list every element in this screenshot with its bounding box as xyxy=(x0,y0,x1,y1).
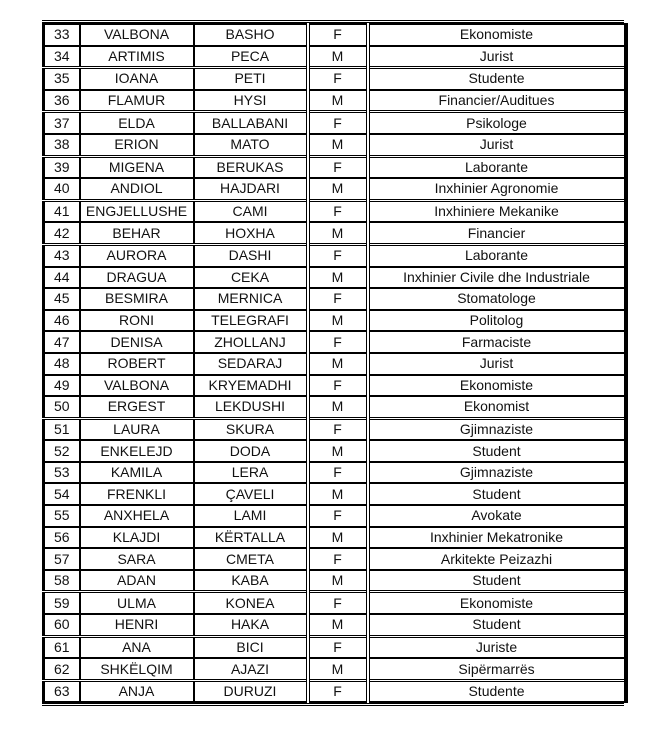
gender-cell: F xyxy=(308,156,368,178)
last-name-cell: HAKA xyxy=(194,614,308,636)
profession-cell: Inxhinier Agronomie xyxy=(368,178,626,200)
first-name-cell: FRENKLI xyxy=(80,483,194,505)
row-number: 44 xyxy=(44,267,80,289)
profession-cell: Studente xyxy=(368,68,626,90)
profession-cell: Ekonomiste xyxy=(368,592,626,614)
profession-cell: Psikologe xyxy=(368,112,626,134)
gender-cell: M xyxy=(308,570,368,592)
first-name-cell: SHKËLQIM xyxy=(80,658,194,680)
first-name-cell: ENGJELLUSHE xyxy=(80,200,194,222)
gender-cell: M xyxy=(308,527,368,549)
profession-cell: Ekonomiste xyxy=(368,24,626,46)
table-row xyxy=(44,483,626,505)
table-row xyxy=(44,222,626,244)
first-name-cell: AURORA xyxy=(80,244,194,266)
table-row xyxy=(44,68,626,90)
table-row xyxy=(44,353,626,375)
last-name-cell: LERA xyxy=(194,462,308,484)
row-number: 58 xyxy=(44,570,80,592)
profession-cell: Student xyxy=(368,440,626,462)
row-number: 61 xyxy=(44,636,80,658)
table-row xyxy=(44,112,626,134)
row-number: 62 xyxy=(44,658,80,680)
gender-cell: F xyxy=(308,462,368,484)
gender-cell: M xyxy=(308,90,368,112)
row-number: 59 xyxy=(44,592,80,614)
profession-cell: Jurist xyxy=(368,353,626,375)
last-name-cell: MERNICA xyxy=(194,288,308,310)
last-name-cell: KABA xyxy=(194,570,308,592)
last-name-cell: BALLABANI xyxy=(194,112,308,134)
table-row xyxy=(44,310,626,332)
row-number: 56 xyxy=(44,527,80,549)
first-name-cell: LAURA xyxy=(80,418,194,440)
first-name-cell: DENISA xyxy=(80,331,194,353)
profession-cell: Financier xyxy=(368,222,626,244)
first-name-cell: ELDA xyxy=(80,112,194,134)
gender-cell: F xyxy=(308,24,368,46)
table-row xyxy=(44,288,626,310)
row-number: 42 xyxy=(44,222,80,244)
table-row xyxy=(44,90,626,112)
last-name-cell: ZHOLLANJ xyxy=(194,331,308,353)
profession-cell: Arkitekte Peizazhi xyxy=(368,548,626,570)
table-row xyxy=(44,46,626,68)
table-row xyxy=(44,570,626,592)
table-row xyxy=(44,156,626,178)
row-number: 51 xyxy=(44,418,80,440)
profession-cell: Farmaciste xyxy=(368,331,626,353)
gender-cell: F xyxy=(308,418,368,440)
first-name-cell: ANXHELA xyxy=(80,505,194,527)
last-name-cell: LAMI xyxy=(194,505,308,527)
row-number: 63 xyxy=(44,680,80,702)
table-body xyxy=(44,24,626,702)
candidate-table xyxy=(42,23,628,703)
first-name-cell: ROBERT xyxy=(80,353,194,375)
last-name-cell: DURUZI xyxy=(194,680,308,702)
row-number: 60 xyxy=(44,614,80,636)
last-name-cell: DODA xyxy=(194,440,308,462)
last-name-cell: KRYEMADHI xyxy=(194,375,308,397)
table-row xyxy=(44,200,626,222)
last-name-cell: LEKDUSHI xyxy=(194,396,308,418)
first-name-cell: DRAGUA xyxy=(80,267,194,289)
table-row xyxy=(44,614,626,636)
gender-cell: F xyxy=(308,244,368,266)
profession-cell: Inxhinier Civile dhe Industriale xyxy=(368,267,626,289)
gender-cell: M xyxy=(308,614,368,636)
gender-cell: F xyxy=(308,548,368,570)
profession-cell: Student xyxy=(368,614,626,636)
first-name-cell: BEHAR xyxy=(80,222,194,244)
profession-cell: Student xyxy=(368,570,626,592)
last-name-cell: CAMI xyxy=(194,200,308,222)
profession-cell: Inxhinier Mekatronike xyxy=(368,527,626,549)
gender-cell: M xyxy=(308,310,368,332)
gender-cell: M xyxy=(308,134,368,156)
last-name-cell: MATO xyxy=(194,134,308,156)
first-name-cell: MIGENA xyxy=(80,156,194,178)
row-number: 34 xyxy=(44,46,80,68)
first-name-cell: RONI xyxy=(80,310,194,332)
profession-cell: Gjimnaziste xyxy=(368,462,626,484)
table-row xyxy=(44,440,626,462)
gender-cell: F xyxy=(308,200,368,222)
gender-cell: F xyxy=(308,505,368,527)
table-row xyxy=(44,658,626,680)
profession-cell: Juriste xyxy=(368,636,626,658)
candidate-list xyxy=(42,20,624,706)
first-name-cell: VALBONA xyxy=(80,24,194,46)
table-row xyxy=(44,462,626,484)
last-name-cell: HAJDARI xyxy=(194,178,308,200)
first-name-cell: ADAN xyxy=(80,570,194,592)
table-row xyxy=(44,267,626,289)
row-number: 54 xyxy=(44,483,80,505)
row-number: 47 xyxy=(44,331,80,353)
last-name-cell: PETI xyxy=(194,68,308,90)
profession-cell: Ekonomiste xyxy=(368,375,626,397)
first-name-cell: HENRI xyxy=(80,614,194,636)
gender-cell: F xyxy=(308,680,368,702)
first-name-cell: ARTIMIS xyxy=(80,46,194,68)
first-name-cell: FLAMUR xyxy=(80,90,194,112)
last-name-cell: CMETA xyxy=(194,548,308,570)
profession-cell: Studente xyxy=(368,680,626,702)
row-number: 49 xyxy=(44,375,80,397)
last-name-cell: PECA xyxy=(194,46,308,68)
gender-cell: M xyxy=(308,483,368,505)
row-number: 46 xyxy=(44,310,80,332)
profession-cell: Laborante xyxy=(368,244,626,266)
table-row xyxy=(44,527,626,549)
first-name-cell: KAMILA xyxy=(80,462,194,484)
row-number: 45 xyxy=(44,288,80,310)
gender-cell: M xyxy=(308,396,368,418)
last-name-cell: ÇAVELI xyxy=(194,483,308,505)
last-name-cell: HYSI xyxy=(194,90,308,112)
table-row xyxy=(44,636,626,658)
first-name-cell: VALBONA xyxy=(80,375,194,397)
last-name-cell: SKURA xyxy=(194,418,308,440)
table-row xyxy=(44,375,626,397)
first-name-cell: ANA xyxy=(80,636,194,658)
first-name-cell: ERGEST xyxy=(80,396,194,418)
row-number: 39 xyxy=(44,156,80,178)
profession-cell: Financier/Auditues xyxy=(368,90,626,112)
row-number: 38 xyxy=(44,134,80,156)
last-name-cell: DASHI xyxy=(194,244,308,266)
last-name-cell: AJAZI xyxy=(194,658,308,680)
gender-cell: F xyxy=(308,288,368,310)
last-name-cell: BASHO xyxy=(194,24,308,46)
last-name-cell: KËRTALLA xyxy=(194,527,308,549)
profession-cell: Avokate xyxy=(368,505,626,527)
gender-cell: F xyxy=(308,331,368,353)
last-name-cell: SEDARAJ xyxy=(194,353,308,375)
gender-cell: M xyxy=(308,658,368,680)
gender-cell: M xyxy=(308,178,368,200)
profession-cell: Politolog xyxy=(368,310,626,332)
row-number: 37 xyxy=(44,112,80,134)
table-row xyxy=(44,418,626,440)
table-row xyxy=(44,592,626,614)
table-row xyxy=(44,548,626,570)
gender-cell: F xyxy=(308,112,368,134)
gender-cell: F xyxy=(308,636,368,658)
last-name-cell: KONEA xyxy=(194,592,308,614)
profession-cell: Jurist xyxy=(368,46,626,68)
profession-cell: Laborante xyxy=(368,156,626,178)
gender-cell: F xyxy=(308,375,368,397)
last-name-cell: BICI xyxy=(194,636,308,658)
table-row xyxy=(44,24,626,46)
profession-cell: Gjimnaziste xyxy=(368,418,626,440)
first-name-cell: SARA xyxy=(80,548,194,570)
table-row xyxy=(44,331,626,353)
first-name-cell: ANDIOL xyxy=(80,178,194,200)
gender-cell: M xyxy=(308,440,368,462)
row-number: 43 xyxy=(44,244,80,266)
first-name-cell: ULMA xyxy=(80,592,194,614)
gender-cell: M xyxy=(308,267,368,289)
table-row xyxy=(44,178,626,200)
row-number: 35 xyxy=(44,68,80,90)
row-number: 55 xyxy=(44,505,80,527)
last-name-cell: HOXHA xyxy=(194,222,308,244)
gender-cell: M xyxy=(308,46,368,68)
table-row xyxy=(44,505,626,527)
first-name-cell: BESMIRA xyxy=(80,288,194,310)
gender-cell: M xyxy=(308,353,368,375)
profession-cell: Inxhiniere Mekanike xyxy=(368,200,626,222)
first-name-cell: KLAJDI xyxy=(80,527,194,549)
row-number: 48 xyxy=(44,353,80,375)
row-number: 41 xyxy=(44,200,80,222)
table-row xyxy=(44,134,626,156)
row-number: 40 xyxy=(44,178,80,200)
first-name-cell: ENKELEJD xyxy=(80,440,194,462)
first-name-cell: ERION xyxy=(80,134,194,156)
row-number: 33 xyxy=(44,24,80,46)
table-row xyxy=(44,396,626,418)
gender-cell: M xyxy=(308,222,368,244)
row-number: 52 xyxy=(44,440,80,462)
row-number: 36 xyxy=(44,90,80,112)
last-name-cell: BERUKAS xyxy=(194,156,308,178)
row-number: 50 xyxy=(44,396,80,418)
first-name-cell: IOANA xyxy=(80,68,194,90)
row-number: 57 xyxy=(44,548,80,570)
profession-cell: Student xyxy=(368,483,626,505)
profession-cell: Stomatologe xyxy=(368,288,626,310)
last-name-cell: TELEGRAFI xyxy=(194,310,308,332)
profession-cell: Jurist xyxy=(368,134,626,156)
gender-cell: F xyxy=(308,68,368,90)
profession-cell: Ekonomist xyxy=(368,396,626,418)
profession-cell: Sipërmarrës xyxy=(368,658,626,680)
table-row xyxy=(44,680,626,702)
table-row xyxy=(44,244,626,266)
gender-cell: F xyxy=(308,592,368,614)
first-name-cell: ANJA xyxy=(80,680,194,702)
last-name-cell: CEKA xyxy=(194,267,308,289)
row-number: 53 xyxy=(44,462,80,484)
